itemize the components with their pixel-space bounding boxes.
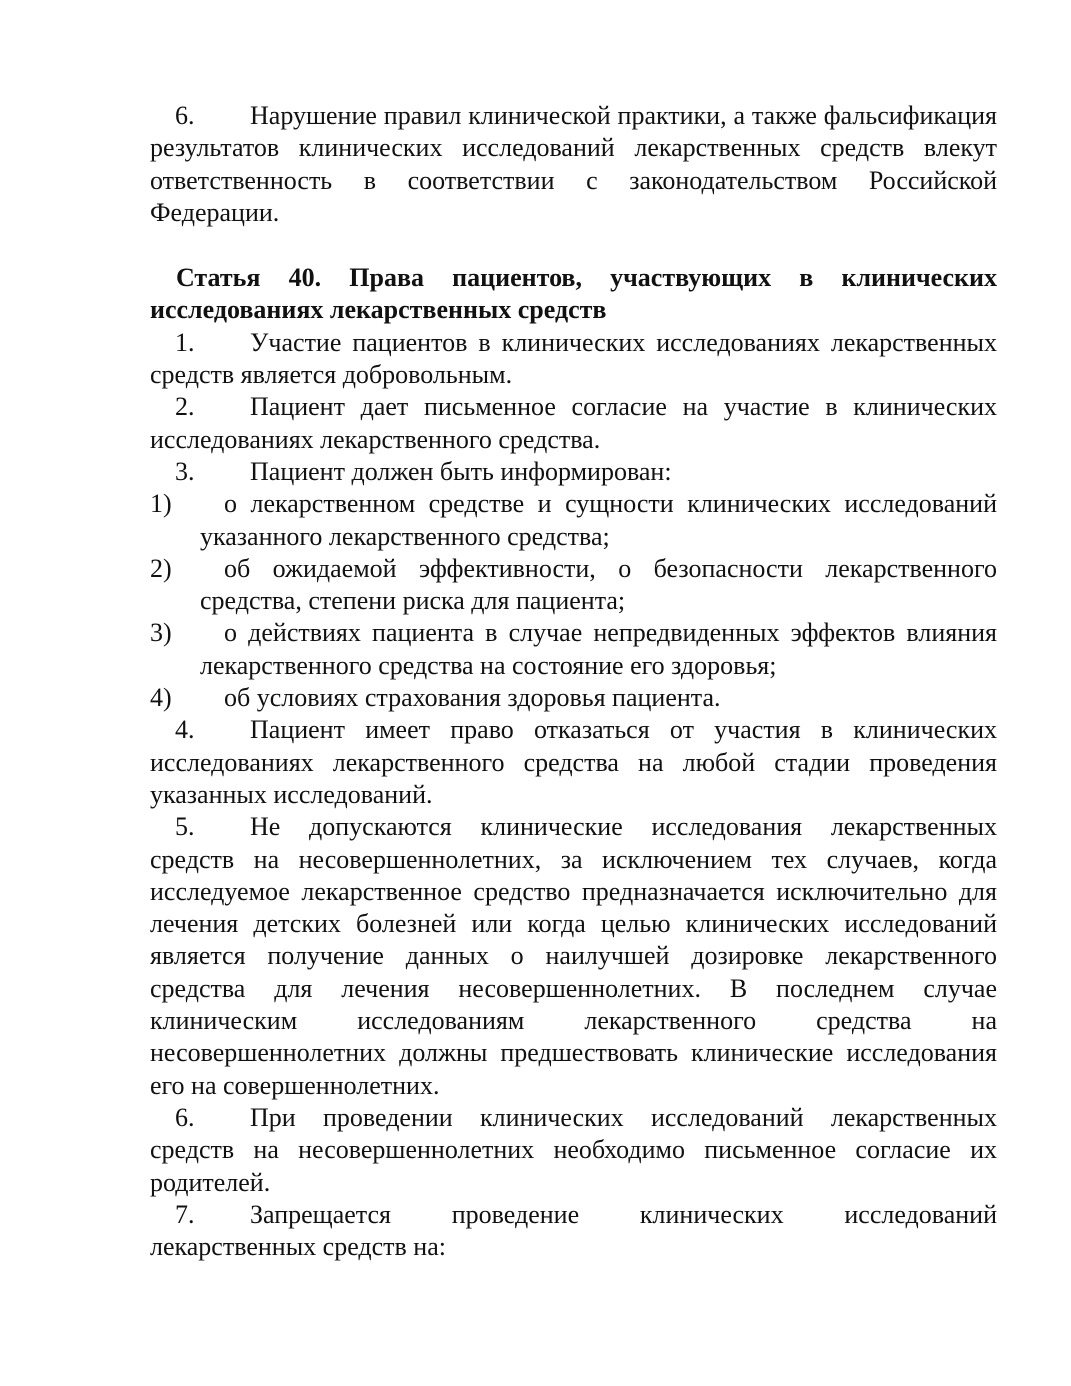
subitem-2 <box>150 553 997 618</box>
item-text: Пациент имеет право отказаться от участия в клинических исследованиях лекарственного средства на любой стадии проведения указанных исследований. <box>150 715 997 809</box>
article-heading: Статья 40. Права пациентов, участвующих в клинических исследованиях лекарственных средств <box>150 263 997 325</box>
article-item-1 <box>150 327 997 392</box>
subitem-text: о лекарственном средстве и сущности клинических исследований указанного лекарственного средства; <box>200 489 997 551</box>
item-number: 7. <box>175 1199 195 1229</box>
subitem-text: о действиях пациента в случае непредвиденных эффектов влияния лекарственного средства на состояние его здоровья; <box>200 618 997 680</box>
item-number: 3. <box>175 456 195 486</box>
item-text: Участие пациентов в клинических исследованиях лекарственных средств является добровольным. <box>150 327 997 390</box>
item-text: При проведении клинических исследований лекарственных средств на несовершеннолетних необходимо письменное согласие их родителей. <box>150 1102 997 1197</box>
subitem-text: об ожидаемой эффективности, о безопасности лекарственного средства, степени риска для пациента; <box>200 553 997 616</box>
article-item-2 <box>150 391 997 456</box>
article-item-3 <box>150 456 997 488</box>
paragraph-prev-item-6 <box>150 100 997 229</box>
document-page <box>150 100 997 1263</box>
item-text: Пациент должен быть информирован: <box>250 456 672 486</box>
subitem-number: 2) <box>150 553 172 583</box>
article-item-5 <box>150 811 997 1102</box>
subitem-number: 4) <box>150 683 172 713</box>
item-number: 6. <box>175 1102 195 1132</box>
article-item-6 <box>150 1102 997 1199</box>
subitem-number: 3) <box>150 618 172 648</box>
item-text: Запрещается проведение клинических исследований лекарственных средств на: <box>150 1199 997 1262</box>
article-item-4 <box>150 714 997 811</box>
subitem-text: об условиях страхования здоровья пациента. <box>224 683 721 713</box>
item-number: 6. <box>175 101 195 130</box>
item-number: 5. <box>175 812 195 842</box>
item-number: 4. <box>175 715 195 745</box>
item-text: Пациент дает письменное согласие на участие в клинических исследованиях лекарственного средства. <box>150 392 997 454</box>
item-text: Не допускаются клинические исследования лекарственных средств на несовершеннолетних, за исключением тех случаев, когда исследуемое лекарственное средство предназначается исключительно для лечения детских болезней или когда целью клинических исследований является получение данных о наилучшей дозировке лекарственного средства для лечения несовершеннолетних. В последнем случае клиническим исследованиям лекарственного средства на несовершеннолетних должны предшествовать клинические исследования его на совершеннолетних. <box>150 812 997 1100</box>
article-item-7 <box>150 1199 997 1264</box>
subitem-3 <box>150 617 997 682</box>
item-text: Нарушение правил клинической практики, а также фальсификация результатов клинических исследований лекарственных средств влекут ответственность в соответствии с законодательством Российской Федерации. <box>150 101 997 227</box>
item-number: 1. <box>175 327 195 357</box>
subitem-number: 1) <box>150 489 172 519</box>
item-number: 2. <box>175 392 195 422</box>
subitem-1 <box>150 488 997 553</box>
subitem-4 <box>150 682 997 714</box>
